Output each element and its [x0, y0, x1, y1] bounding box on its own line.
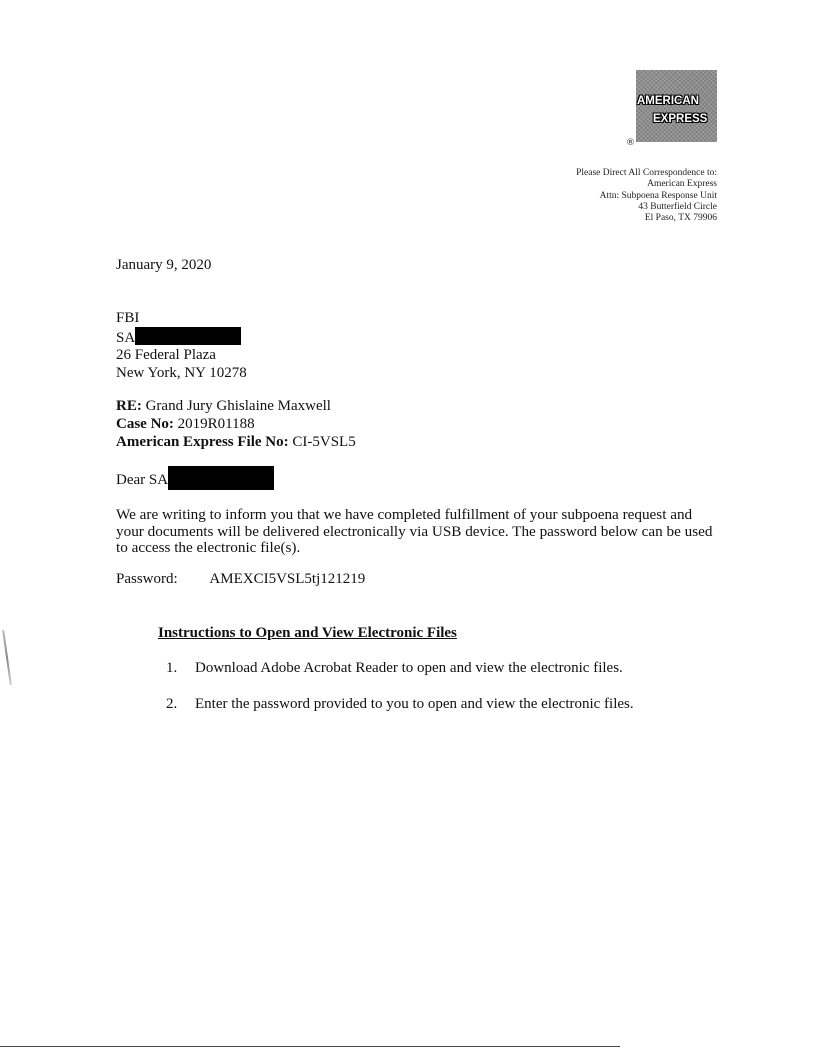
recipient-address	[116, 309, 247, 382]
instructions-heading: Instructions to Open and View Electronic Files	[158, 625, 457, 641]
logo-text-line1: AMERICAN	[637, 95, 699, 107]
instruction-number: 1.	[166, 660, 178, 676]
correspondence-line: American Express	[647, 179, 717, 190]
registered-mark: ®	[626, 138, 635, 148]
redaction-bar	[135, 327, 241, 345]
case-label: Case No:	[116, 416, 174, 433]
recipient-title: SA	[116, 330, 136, 347]
bottom-rule	[0, 1046, 620, 1047]
password-line	[116, 570, 365, 588]
re-line	[116, 397, 356, 415]
recipient-line-1: FBI	[116, 310, 140, 326]
american-express-logo	[636, 70, 717, 142]
file-label: American Express File No:	[116, 434, 289, 451]
password-label: Password:	[116, 571, 178, 587]
instruction-text: Download Adobe Acrobat Reader to open and view the electronic files.	[195, 660, 623, 676]
password-value: AMEXCI5VSL5tj121219	[209, 571, 366, 587]
instruction-item	[166, 659, 623, 677]
file-value: CI-5VSL5	[292, 434, 356, 451]
salutation-prefix: Dear SA	[116, 472, 169, 488]
correspondence-line: El Paso, TX 79906	[644, 213, 717, 224]
correspondence-line: Please Direct All Correspondence to:	[576, 168, 717, 178]
body-paragraph: We are writing to inform you that we have completed fulfillment of your subpoena request and your documents will be delivered electronically via USB device. The password below can be used to access the electronic file(s).	[116, 506, 713, 556]
instruction-item	[166, 695, 634, 713]
correspondence-line: 43 Butterfield Circle	[638, 201, 717, 212]
salutation	[116, 466, 274, 490]
file-line	[116, 433, 356, 451]
instruction-text: Enter the password provided to you to open and view the electronic files.	[195, 696, 634, 712]
re-label: RE:	[116, 398, 142, 414]
logo-text-line2: EXPRESS	[653, 113, 708, 125]
redaction-bar	[168, 466, 274, 490]
correspondence-line: Attn: Subpoena Response Unit	[599, 190, 717, 201]
instruction-number: 2.	[166, 696, 178, 712]
letter-date: January 9, 2020	[116, 257, 212, 273]
case-line	[116, 415, 356, 433]
recipient-line-3: 26 Federal Plaza	[116, 346, 216, 363]
recipient-line-2	[116, 327, 247, 345]
correspondence-address-block	[576, 168, 717, 224]
recipient-line-4: New York, NY 10278	[116, 364, 247, 381]
case-value: 2019R01188	[177, 416, 255, 433]
re-value: Grand Jury Ghislaine Maxwell	[145, 398, 331, 414]
reference-block	[116, 397, 356, 452]
scan-artifact	[2, 630, 12, 685]
